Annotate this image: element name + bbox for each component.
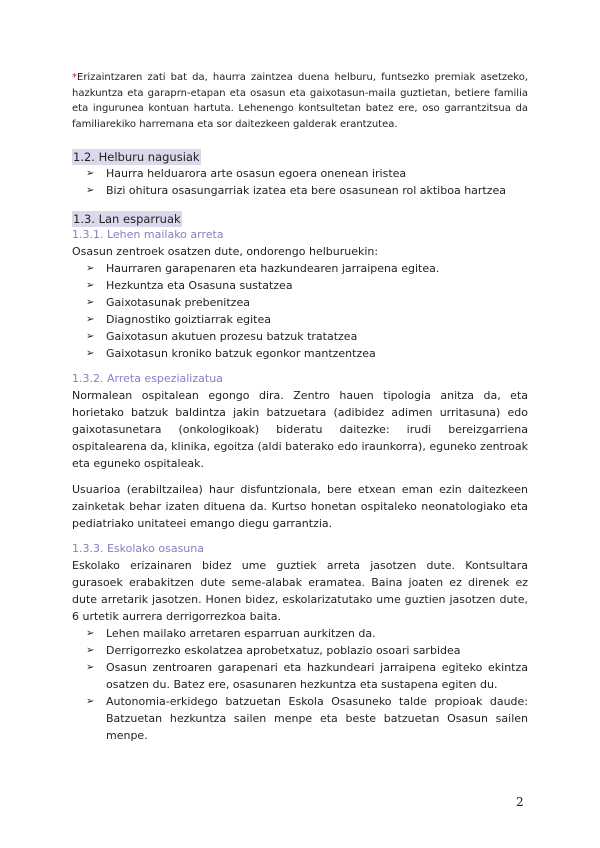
- arrow-bullet-icon: ➢: [86, 331, 95, 343]
- heading-1-3-1: 1.3.1. Lehen mailako arreta: [72, 228, 224, 242]
- list-item: ➢ Haurra helduarora arte osasun egoera onenean iristea: [86, 167, 407, 181]
- list-item: ➢ Autonomia-erkidego batzuetan Eskola Osasuneko talde propioak daude: Batzuetan hezkuntza sailen menpe eta beste batzuetan Osasun sailen menpe.: [86, 695, 528, 743]
- list-item: ➢ Lehen mailako arretaren esparruan aurkitzen da.: [86, 627, 376, 641]
- list-item: ➢ Gaixotasunak prebenitzea: [86, 296, 250, 310]
- arrow-bullet-icon: ➢: [86, 168, 95, 180]
- paragraph: Osasun zentroek osatzen dute, ondorengo helburuekin:: [72, 245, 379, 259]
- asterisk-marker: *: [72, 72, 77, 83]
- goals-list: [72, 165, 528, 199]
- paragraph: Normalean ospitalean egongo dira. Zentro hauen tipologia anitza da, eta horietako batzuk baldintza jakin batzuetara (adibidez adimen urritasuna) edo gaixotasunetara (onkologikoak) bideratu daitezke: irudi bereizgarriena ospitalearena da, klinika, egoitza (aldi baterako edo iraunkorra), eguneko zentroak eta eguneko ospitaleak.: [72, 389, 528, 471]
- document-page: [72, 70, 528, 744]
- paragraph: Usuarioa (erabiltzailea) haur disfuntzionala, bere etxean eman ezin daitezkeen zainketak behar izaten dituena da. Kurtso honetan ospitaleko neonatologiako eta pediatriako unitateei emango diegu garrantzia.: [72, 483, 528, 531]
- list-item: ➢ Gaixotasun kroniko batzuk egonkor mantzentzea: [86, 347, 376, 361]
- list-item: ➢ Osasun zentroaren garapenari eta hazkundeari jarraipena egiteko ekintza osatzen du. Batez ere, osasunaren hezkuntza eta sustapena egiten du.: [86, 661, 528, 692]
- arrow-bullet-icon: ➢: [86, 348, 95, 360]
- heading-1-3: 1.3. Lan esparruak: [73, 212, 181, 227]
- heading-1-2: 1.2. Helburu nagusiak: [73, 150, 200, 165]
- arrow-bullet-icon: ➢: [86, 662, 95, 674]
- list-item: ➢ Gaixotasun akutuen prozesu batzuk tratatzea: [86, 330, 358, 344]
- page-number: 2: [516, 795, 524, 809]
- list-item: ➢ Haurraren garapenaren eta hazkundearen jarraipena egitea.: [86, 262, 440, 276]
- arrow-bullet-icon: ➢: [86, 263, 95, 275]
- paragraph: Eskolako erizainaren bidez ume guztiek arreta jasotzen dute. Kontsultara gurasoek erabakitzen dute seme-alabak eramatea. Baina joaten ez direnek ez dute arretarik jasotzen. Honen bidez, eskolarizatutako ume guztien jasotzen dute, 6 urtetik aurrera derrigorrezkoa baita.: [72, 559, 528, 624]
- list-item: ➢ Bizi ohitura osasungarriak izatea eta bere osasunean rol aktiboa hartzea: [86, 184, 507, 198]
- list-item: ➢ Diagnostiko goiztiarrak egitea: [86, 313, 271, 327]
- arrow-bullet-icon: ➢: [86, 185, 95, 197]
- school-health-list: [72, 625, 528, 744]
- arrow-bullet-icon: ➢: [86, 628, 95, 640]
- arrow-bullet-icon: ➢: [86, 280, 95, 292]
- intro-note: [72, 70, 528, 132]
- primary-care-list: [72, 260, 528, 362]
- arrow-bullet-icon: ➢: [86, 297, 95, 309]
- heading-1-3-2: 1.3.2. Arreta espezializatua: [72, 372, 223, 386]
- heading-1-3-3: 1.3.3. Eskolako osasuna: [72, 542, 204, 556]
- arrow-bullet-icon: ➢: [86, 314, 95, 326]
- list-item: ➢ Derrigorrezko eskolatzea aprobetxatuz, poblazio osoari sarbidea: [86, 644, 461, 658]
- arrow-bullet-icon: ➢: [86, 645, 95, 657]
- list-item: ➢ Hezkuntza eta Osasuna sustatzea: [86, 279, 293, 293]
- intro-note-text: Erizaintzaren zati bat da, haurra zaintzea duena helburu, funtsezko premiak asetzeko, hazkuntza eta garaprn-etapan eta osasun eta gaixotasun-maila guztietan, betiere familia eta ingurunea kontuan hartuta. Lehenengo kontsultetan batez ere, oso garrantzitsua da familiarekiko harremana eta sor daitezkeen galderak erantzutea.: [72, 72, 528, 130]
- arrow-bullet-icon: ➢: [86, 696, 95, 708]
